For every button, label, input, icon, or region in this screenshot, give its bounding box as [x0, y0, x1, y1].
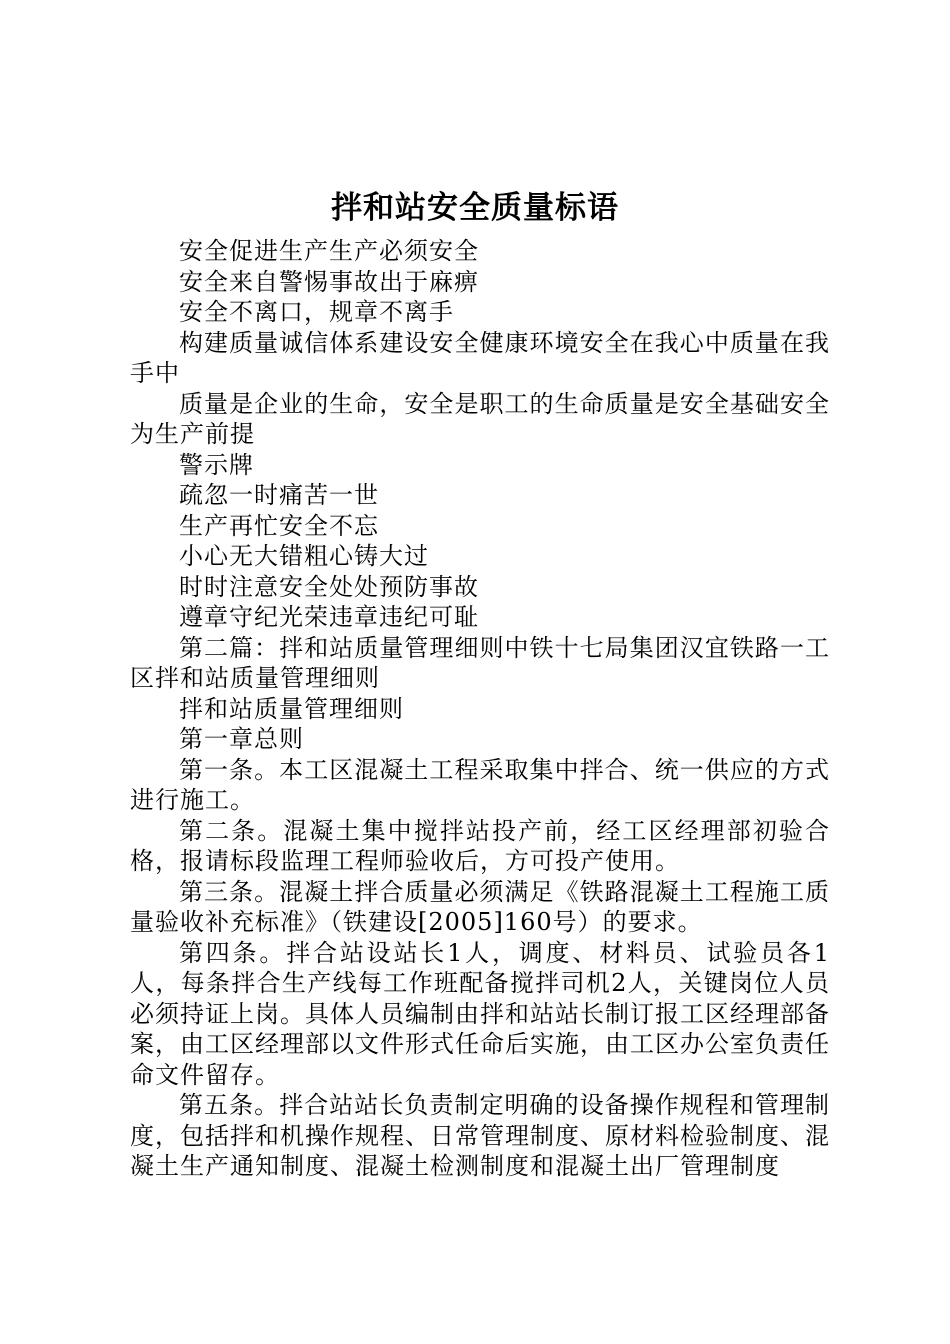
paragraph: 第三条。混凝土拌合质量必须满足《铁路混凝土工程施工质量验收补充标准》（铁建设[2005]160号）的要求。 — [130, 877, 830, 936]
paragraph: 第五条。拌合站站长负责制定明确的设备操作规程和管理制度，包括拌和机操作规程、日常管理制度、原材料检验制度、混凝土生产通知制度、混凝土检测制度和混凝土出厂管理制度 — [130, 1091, 830, 1180]
paragraph: 第一条。本工区混凝土工程采取集中拌合、统一供应的方式进行施工。 — [130, 755, 830, 814]
paragraph: 第二篇：拌和站质量管理细则中铁十七局集团汉宜铁路一工区拌和站质量管理细则 — [130, 633, 830, 692]
paragraph: 第一章总则 — [179, 725, 304, 753]
paragraph: 构建质量诚信体系建设安全健康环境安全在我心中质量在我手中 — [130, 328, 830, 387]
paragraph: 警示牌 — [179, 450, 254, 479]
paragraph: 安全不离口，规章不离手 — [179, 298, 454, 326]
paragraph: 生产再忙安全不忘 — [179, 511, 379, 540]
document-body — [130, 236, 830, 1182]
paragraph: 第四条。拌合站设站长1人，调度、材料员、试验员各1人，每条拌合生产线每工作班配备搅拌司机2人，关键岗位人员必须持证上岗。具体人员编制由拌和站站长制订报工区经理部备案，由工区经理部以文件形式任命后实施，由工区办公室负责任命文件留存。 — [130, 938, 830, 1089]
paragraph: 安全促进生产生产必须安全 — [179, 237, 479, 265]
paragraph: 小心无大错粗心铸大过 — [179, 542, 429, 570]
paragraph: 质量是企业的生命，安全是职工的生命质量是安全基础安全为生产前提 — [130, 389, 830, 448]
paragraph: 拌和站质量管理细则 — [179, 694, 404, 723]
paragraph: 安全来自警惕事故出于麻痹 — [179, 267, 479, 296]
paragraph: 时时注意安全处处预防事故 — [179, 572, 479, 601]
document-title: 拌和站安全质量标语 — [331, 190, 619, 226]
paragraph: 遵章守纪光荣违章违纪可耻 — [179, 603, 479, 631]
paragraph: 疏忽一时痛苦一世 — [179, 481, 379, 509]
paragraph: 第二条。混凝土集中搅拌站投产前，经工区经理部初验合格，报请标段监理工程师验收后，方可投产使用。 — [130, 816, 830, 875]
